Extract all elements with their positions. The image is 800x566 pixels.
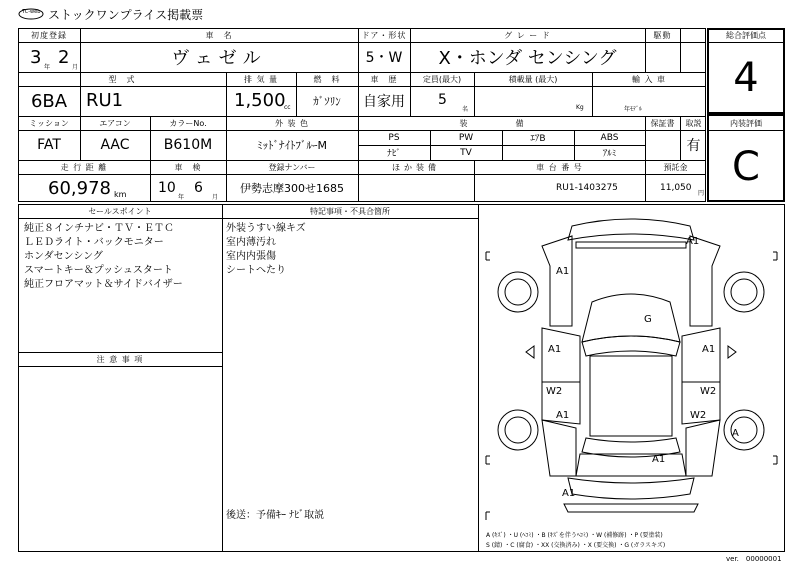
- legend-line-2: S (錆) ・C (腐食) ・XX (交換済み) ・X (要交換) ・G (ガラスキズ): [486, 542, 666, 549]
- inspection-label: 車 検: [174, 162, 202, 172]
- equip-airbag: ｴｱB: [530, 134, 546, 144]
- displacement-value: 1,500: [234, 90, 286, 111]
- load-label: 積載量 (最大): [508, 74, 558, 84]
- yen-unit: 円: [698, 190, 705, 197]
- notes-label: 特記事項・不具合箇所: [310, 206, 390, 216]
- mission-label: ミッション: [29, 118, 69, 128]
- mark-a1-rear: A1: [652, 454, 666, 465]
- first-reg-label: 初度登録: [31, 30, 67, 40]
- list-item: 純正８インチナビ・ＴＶ・ＥＴＣ: [24, 223, 174, 234]
- interior-score-value: C: [732, 144, 760, 190]
- grade-value: X・ホンダ センシング: [438, 48, 617, 69]
- equip-navi: ﾅﾋﾞ: [387, 149, 401, 159]
- car-name-value: ヴェゼル: [171, 48, 267, 69]
- equip-pw: PW: [458, 132, 474, 143]
- price-value: 11,050: [660, 183, 692, 193]
- equip-alloy: ｱﾙﾐ: [602, 149, 617, 159]
- grade-label: グ レ ー ド: [504, 30, 551, 40]
- usage-value: 自家用: [363, 94, 405, 110]
- warranty-label: 保証書: [650, 118, 675, 128]
- legend-line-1: A (ｷｽﾞ) ・U (ﾍｺﾐ) ・B (ｷｽﾞを伴うﾍｺﾐ) ・W (補修跡) ・P (要塗装): [486, 532, 663, 539]
- equip-ps: PS: [388, 132, 400, 143]
- total-score-label: 総合評価点: [726, 30, 766, 40]
- first-reg-month-suffix: 月: [72, 64, 79, 71]
- fuel-value: ｶﾞｿﾘﾝ: [313, 95, 341, 108]
- model-value: RU1: [86, 90, 124, 111]
- manual-value: 有: [686, 138, 701, 154]
- kg-unit: Kg: [576, 104, 584, 111]
- first-reg-year: 3: [30, 47, 42, 68]
- import-label: 輸 入 車: [631, 74, 667, 84]
- model-label: 型 式: [108, 74, 136, 84]
- after-delivery-note: 後送：予備ｷｰ ﾅﾋﾞ取説: [226, 510, 325, 521]
- inspection-year-unit: 年: [178, 194, 185, 201]
- person-unit: 名: [462, 106, 469, 113]
- equip-tv: TV: [460, 147, 472, 158]
- mark-a1-top: A1: [686, 236, 700, 247]
- capacity-value: 5: [438, 92, 447, 108]
- mark-g-hood: G: [644, 314, 652, 325]
- tc-web-logo: [18, 6, 44, 20]
- mark-a1-left-front-door: A1: [548, 344, 562, 355]
- color-no-value: B610M: [163, 137, 213, 153]
- chassis-label: 車 台 番 号: [536, 162, 583, 172]
- equipment-label: 装 備: [459, 118, 544, 128]
- mark-a-right-wheel: A: [732, 428, 739, 439]
- manual-label: 取説: [685, 118, 702, 128]
- fuel-label: 燃 料: [313, 74, 341, 84]
- list-item: ＬＥＤライト・バックモニター: [24, 237, 164, 248]
- list-item: 純正フロアマット＆サイドバイザー: [24, 279, 183, 290]
- mark-a1-left-rear: A1: [556, 410, 570, 421]
- ext-color-value: ﾐｯﾄﾞﾅｲﾄﾌﾞﾙｰM: [257, 139, 327, 152]
- mark-a1-front-left: A1: [556, 266, 570, 277]
- logo-text: TC-web: [22, 9, 41, 15]
- plate-label: 登録ナンバー: [268, 162, 316, 172]
- aircon-value: AAC: [100, 137, 130, 153]
- caution-label: 注 意 事 項: [96, 354, 144, 364]
- inspection-month-unit: 月: [212, 194, 219, 201]
- mileage-label: 走 行 距 離: [60, 162, 108, 172]
- color-no-label: カラーNo.: [169, 118, 207, 128]
- mark-a1-bottom: A1: [562, 488, 576, 499]
- first-reg-month: 2: [58, 47, 70, 68]
- list-item: ホンダセンシング: [24, 251, 103, 262]
- aircon-label: エアコン: [99, 118, 131, 128]
- list-item: 室内薄汚れ: [226, 237, 276, 248]
- equip-blank: [502, 145, 574, 160]
- displacement-label: 排 気 量: [243, 74, 279, 84]
- interior-score-label: 内装評価: [730, 118, 762, 128]
- equip-abs: ABS: [600, 132, 619, 143]
- list-item: 室内内張傷: [226, 251, 276, 262]
- doors-value: 5・W: [365, 50, 403, 66]
- inspection-year: 10: [158, 180, 176, 196]
- total-score-value: 4: [733, 55, 759, 101]
- mark-w2-right-rear-door: W2: [700, 386, 717, 397]
- inspection-month: 6: [194, 180, 203, 196]
- notes-list: [226, 222, 306, 278]
- plate-value: 伊勢志摩300せ1685: [240, 182, 344, 195]
- mileage-value: 60,978: [48, 178, 111, 199]
- cc-unit: cc: [284, 104, 291, 111]
- version-label: ver. 00000001: [726, 555, 782, 563]
- mark-w2-left-rear-door: W2: [546, 386, 563, 397]
- list-item: スマートキー＆プッシュスタート: [24, 265, 173, 276]
- list-item: 外装うすい線キズ: [226, 223, 306, 234]
- capacity-label: 定員(最大): [422, 74, 462, 84]
- first-reg-era-suffix: 年: [44, 64, 51, 71]
- model-year-unit: 年ﾓﾃﾞﾙ: [624, 106, 643, 113]
- car-name-label: 車 名: [205, 30, 233, 40]
- other-equipment-label: ほか装備: [392, 162, 440, 172]
- page-title: ストックワンプライス掲載票: [48, 8, 204, 22]
- model-prefix-value: 6BA: [30, 90, 68, 112]
- chassis-value: RU1-1403275: [556, 183, 618, 193]
- price-label: 預託金: [663, 162, 688, 172]
- car-damage-diagram: [480, 206, 783, 526]
- sales-points-list: [24, 222, 183, 292]
- drive-label: 駆動: [653, 30, 672, 40]
- km-unit: km: [114, 190, 127, 199]
- doors-label: ドア・形状: [361, 30, 407, 40]
- list-item: シートへたり: [226, 265, 286, 276]
- mission-value: FAT: [37, 137, 61, 153]
- usage-label: 車 歴: [370, 74, 398, 84]
- ext-color-label: 外 装 色: [274, 118, 310, 128]
- mark-a1-right-front-door: A1: [702, 344, 716, 355]
- mark-w2-right-rear: W2: [690, 410, 707, 421]
- sales-points-label: セールスポイント: [88, 206, 152, 216]
